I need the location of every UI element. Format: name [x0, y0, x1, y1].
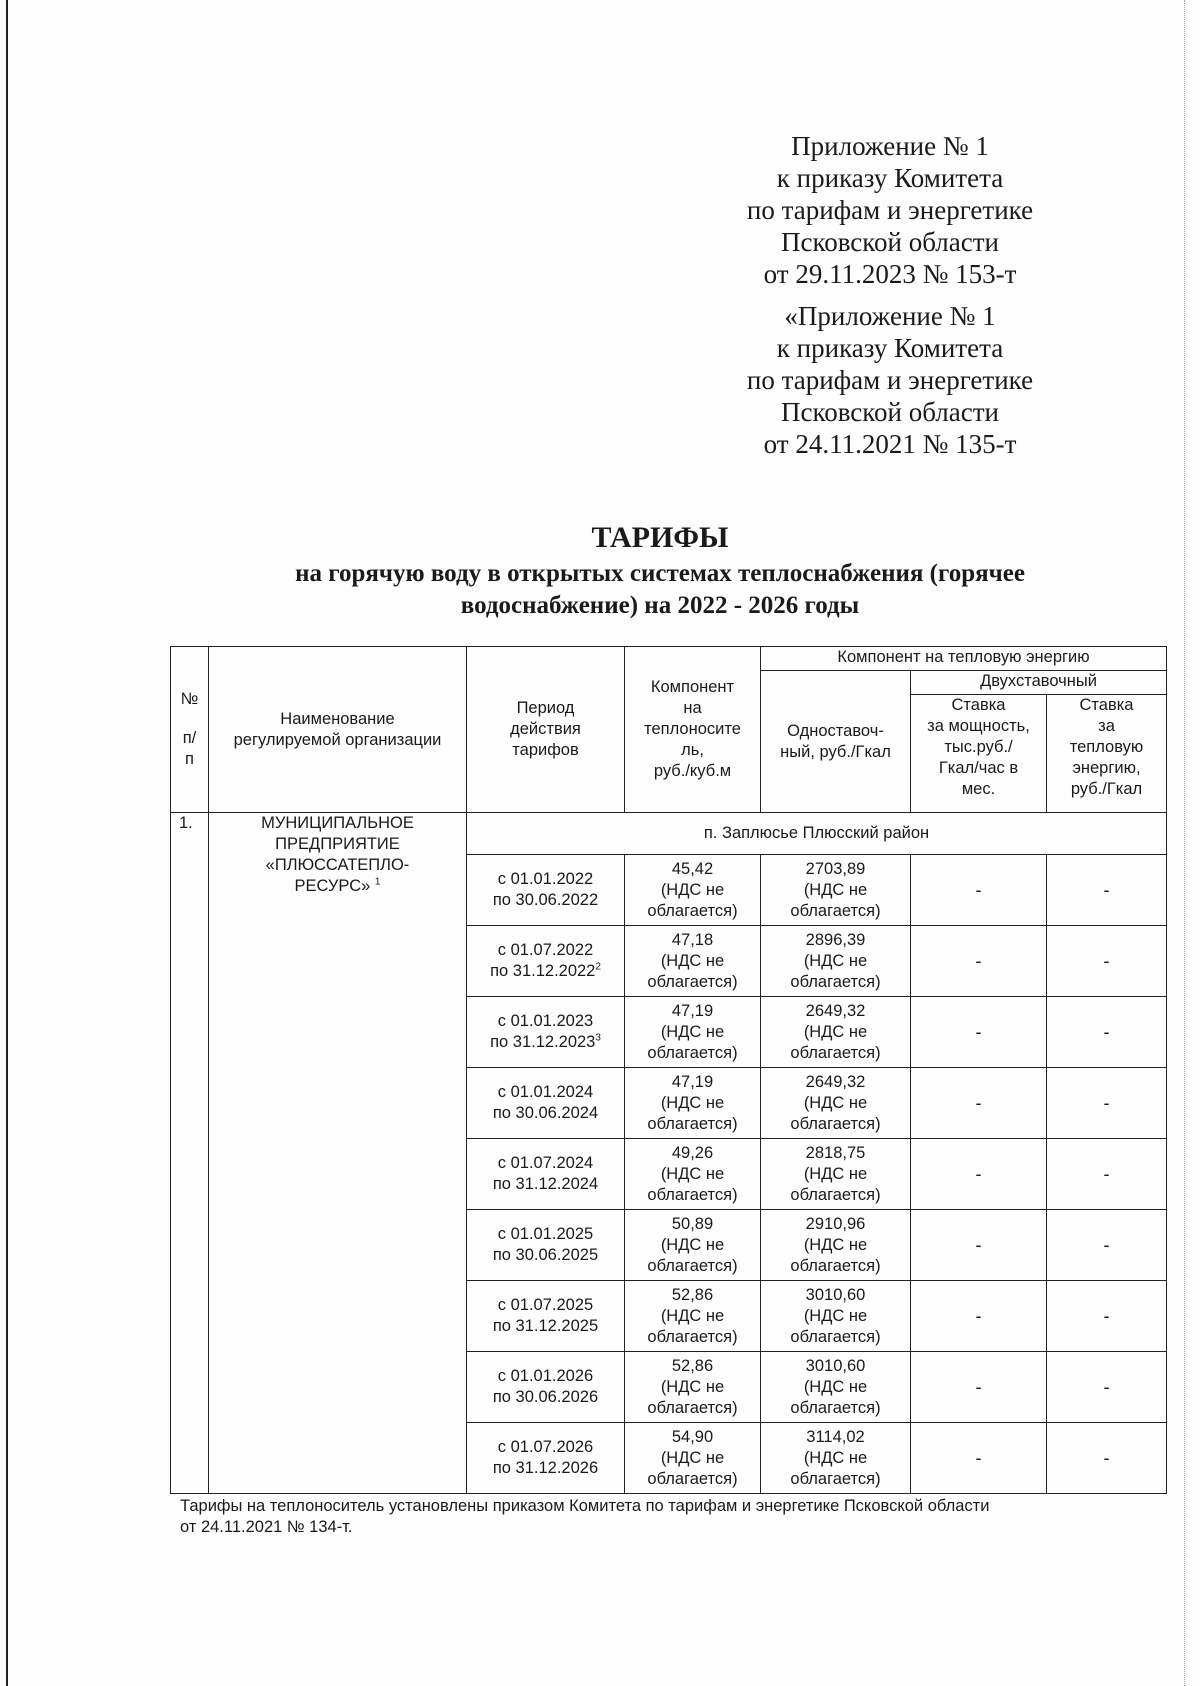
carrier-value: 47,19 [671, 1001, 714, 1020]
capacity-rate-cell: - [911, 1423, 1047, 1494]
single-rate-value: 2649,32 [805, 1001, 866, 1020]
vat-note: (НДС не [803, 951, 868, 970]
period-to-text: по 30.06.2022 [492, 891, 599, 909]
org-line: «ПЛЮССАТЕПЛО- [265, 856, 410, 874]
capacity-rate-cell: - [911, 997, 1047, 1068]
single-rate-value: 3010,60 [805, 1356, 866, 1375]
carrier-cell [625, 997, 761, 1068]
organization-name [209, 813, 467, 1494]
header-text: действия [510, 720, 581, 738]
period-from: с 01.07.2022 [497, 941, 594, 959]
header-period [467, 647, 625, 813]
approval-block-previous [700, 300, 1080, 460]
tariffs-table [170, 646, 1167, 1494]
approval-line: Приложение № 1 [791, 131, 989, 161]
energy-rate-cell: - [1047, 1423, 1167, 1494]
vat-note: облагается) [647, 1185, 738, 1204]
vat-note: облагается) [790, 1114, 881, 1133]
vat-note: (НДС не [660, 1306, 725, 1325]
approval-line: по тарифам и энергетике [746, 195, 1034, 225]
header-text: Компонент [650, 678, 735, 696]
vat-note: облагается) [790, 1398, 881, 1417]
period-cell [467, 1423, 625, 1494]
capacity-rate-cell: - [911, 1068, 1047, 1139]
period-to-text: по 30.06.2026 [492, 1388, 599, 1406]
period-from: с 01.01.2022 [497, 870, 594, 888]
single-rate-cell [761, 1423, 911, 1494]
footnote-mark: 1 [374, 876, 381, 888]
carrier-cell [625, 926, 761, 997]
vat-note: облагается) [647, 1398, 738, 1417]
vat-note: облагается) [647, 1327, 738, 1346]
vat-note: (НДС не [803, 880, 868, 899]
carrier-cell [625, 1139, 761, 1210]
approval-line: от 29.11.2023 № 153-т [763, 259, 1017, 289]
period-cell [467, 1210, 625, 1281]
single-rate-cell [761, 1281, 911, 1352]
period-to [469, 1387, 622, 1408]
vat-note: облагается) [647, 1469, 738, 1488]
carrier-value: 47,19 [671, 1072, 714, 1091]
single-rate-cell [761, 1210, 911, 1281]
locality-row: п. Заплюсье Плюсский район [467, 813, 1167, 855]
period-to [469, 1103, 622, 1124]
header-text: ль, [681, 741, 704, 759]
period-from: с 01.07.2026 [497, 1438, 594, 1456]
header-text: Ставка [1079, 696, 1134, 714]
capacity-rate-cell: - [911, 1352, 1047, 1423]
period-from: с 01.01.2025 [497, 1225, 594, 1243]
header-text: № [180, 690, 199, 708]
period-cell [467, 1281, 625, 1352]
header-text: энергию, [1072, 759, 1141, 777]
single-rate-value: 2649,32 [805, 1072, 866, 1091]
vat-note: облагается) [790, 1256, 881, 1275]
single-rate-cell [761, 926, 911, 997]
vat-note: облагается) [790, 1043, 881, 1062]
vat-note: облагается) [647, 901, 738, 920]
period-to-text: по 31.12.2025 [492, 1317, 599, 1335]
period-to [469, 1032, 622, 1053]
carrier-value: 49,26 [671, 1143, 714, 1162]
header-text: руб./Гкал [1070, 780, 1143, 798]
period-to-text: по 31.12.2022 [490, 962, 596, 980]
vat-note: облагается) [647, 972, 738, 991]
header-text: п/ [182, 729, 197, 747]
header-text: на [683, 699, 702, 717]
footnote-line: от 24.11.2021 № 134-т. [180, 1518, 353, 1536]
carrier-value: 50,89 [671, 1214, 714, 1233]
single-rate-value: 3010,60 [805, 1285, 866, 1304]
carrier-cell [625, 1423, 761, 1494]
header-two-part: Двухставочный [911, 671, 1167, 695]
vat-note: облагается) [790, 972, 881, 991]
vat-note: (НДС не [660, 1377, 725, 1396]
vat-note: облагается) [790, 1327, 881, 1346]
period-to-text: по 30.06.2024 [492, 1104, 599, 1122]
header-text: регулируемой организации [233, 730, 442, 749]
energy-rate-cell: - [1047, 1352, 1167, 1423]
period-cell [467, 1352, 625, 1423]
capacity-rate-cell: - [911, 855, 1047, 926]
vat-note: (НДС не [660, 1235, 725, 1254]
document-subtitle-line: водоснабжение) на 2022 - 2026 годы [460, 592, 860, 619]
single-rate-value: 2896,39 [805, 930, 866, 949]
single-rate-cell [761, 1139, 911, 1210]
period-from: с 01.07.2024 [497, 1154, 594, 1172]
vat-note: (НДС не [803, 1306, 868, 1325]
energy-rate-cell: - [1047, 1210, 1167, 1281]
period-to [469, 1316, 622, 1337]
document-title: ТАРИФЫ [591, 521, 729, 554]
vat-note: (НДС не [803, 1164, 868, 1183]
carrier-cell [625, 855, 761, 926]
carrier-cell [625, 1281, 761, 1352]
period-from: с 01.07.2025 [497, 1296, 594, 1314]
vat-note: (НДС не [660, 951, 725, 970]
header-text: за [1098, 717, 1115, 735]
approval-line: по тарифам и энергетике [746, 365, 1034, 395]
approval-line: Псковской области [780, 397, 999, 427]
period-cell [467, 855, 625, 926]
period-to-text: по 31.12.2024 [492, 1175, 599, 1193]
approval-block-current [700, 130, 1080, 290]
footnote-mark: 2 [595, 961, 601, 973]
approval-line: «Приложение № 1 [784, 301, 996, 331]
header-text: ный, руб./Гкал [780, 742, 891, 761]
carrier-cell [625, 1068, 761, 1139]
energy-rate-cell: - [1047, 1281, 1167, 1352]
period-to-text: по 31.12.2026 [492, 1459, 599, 1477]
header-text: тыс.руб./ [944, 738, 1013, 756]
header-text: Одноставоч- [787, 721, 884, 740]
period-to [469, 890, 622, 911]
vat-note: облагается) [790, 1185, 881, 1204]
header-text: за мощность, [927, 717, 1030, 735]
vat-note: (НДС не [803, 1235, 868, 1254]
carrier-value: 47,18 [671, 930, 714, 949]
single-rate-cell [761, 997, 911, 1068]
period-to-text: по 30.06.2025 [492, 1246, 599, 1264]
header-heat-carrier [625, 647, 761, 813]
carrier-cell [625, 1352, 761, 1423]
header-text: руб./куб.м [653, 762, 732, 780]
capacity-rate-cell: - [911, 926, 1047, 997]
row-number: 1. [171, 813, 209, 1494]
energy-rate-cell: - [1047, 1068, 1167, 1139]
document-heading [160, 518, 1160, 622]
vat-note: (НДС не [660, 1093, 725, 1112]
single-rate-cell [761, 1068, 911, 1139]
single-rate-value: 2910,96 [805, 1214, 866, 1233]
capacity-rate-cell: - [911, 1281, 1047, 1352]
header-energy-rate [1047, 695, 1167, 813]
period-from: с 01.01.2023 [497, 1012, 594, 1030]
period-to [469, 1245, 622, 1266]
org-line: МУНИЦИПАЛЬНОЕ [261, 814, 414, 832]
period-cell [467, 926, 625, 997]
header-text: п [185, 750, 194, 768]
header-text: теплоносите [644, 720, 741, 738]
carrier-value: 54,90 [671, 1427, 714, 1446]
single-rate-value: 2818,75 [805, 1143, 866, 1162]
vat-note: (НДС не [803, 1377, 868, 1396]
carrier-value: 45,42 [671, 859, 714, 878]
single-rate-cell [761, 855, 911, 926]
vat-note: (НДС не [660, 1164, 725, 1183]
capacity-rate-cell: - [911, 1139, 1047, 1210]
energy-rate-cell: - [1047, 855, 1167, 926]
vat-note: (НДС не [803, 1022, 868, 1041]
single-rate-value: 2703,89 [805, 859, 866, 878]
footnote-line: Тарифы на теплоноситель установлены приказом Комитета по тарифам и энергетике Псковской области [180, 1497, 990, 1515]
period-cell [467, 1068, 625, 1139]
period-from: с 01.01.2024 [497, 1083, 594, 1101]
header-text: тарифов [512, 741, 579, 759]
period-to [469, 961, 622, 982]
carrier-value: 52,86 [671, 1356, 714, 1375]
period-to [469, 1458, 622, 1479]
energy-rate-cell: - [1047, 1139, 1167, 1210]
capacity-rate-cell: - [911, 1210, 1047, 1281]
vat-note: облагается) [647, 1043, 738, 1062]
vat-note: (НДС не [660, 1022, 725, 1041]
header-text: Период [516, 699, 575, 717]
header-text: мес. [961, 780, 996, 798]
org-line: ПРЕДПРИЯТИЕ [275, 835, 400, 853]
energy-rate-cell: - [1047, 926, 1167, 997]
header-heat-energy-group: Компонент на тепловую энергию [761, 647, 1167, 671]
scan-edge-line [6, 0, 8, 1686]
vat-note: облагается) [790, 1469, 881, 1488]
header-text: тепловую [1069, 738, 1144, 756]
vat-note: облагается) [790, 901, 881, 920]
vat-note: (НДС не [803, 1448, 868, 1467]
vat-note: (НДС не [803, 1093, 868, 1112]
vat-note: облагается) [647, 1114, 738, 1133]
vat-note: (НДС не [660, 880, 725, 899]
header-number [171, 647, 209, 813]
period-cell [467, 1139, 625, 1210]
header-organization [209, 647, 467, 813]
org-line-text: РЕСУРС» [294, 877, 371, 895]
period-from: с 01.01.2026 [497, 1367, 594, 1385]
period-to-text: по 31.12.2023 [490, 1033, 596, 1051]
header-capacity-rate [911, 695, 1047, 813]
vat-note: (НДС не [660, 1448, 725, 1467]
single-rate-cell [761, 1352, 911, 1423]
approval-line: Псковской области [780, 227, 999, 257]
approval-line: от 24.11.2021 № 135-т [763, 429, 1017, 459]
period-cell [467, 997, 625, 1068]
header-text: Наименование [280, 709, 395, 728]
carrier-cell [625, 1210, 761, 1281]
footnote [180, 1496, 1120, 1538]
scan-edge-dots [1184, 0, 1186, 1686]
footnote-mark: 3 [595, 1032, 601, 1044]
header-text: Гкал/час в [938, 759, 1019, 777]
energy-rate-cell: - [1047, 997, 1167, 1068]
approval-line: к приказу Комитета [776, 163, 1004, 193]
period-to [469, 1174, 622, 1195]
vat-note: облагается) [647, 1256, 738, 1275]
header-single-rate [761, 671, 911, 813]
single-rate-value: 3114,02 [806, 1427, 865, 1446]
document-subtitle-line: на горячую воду в открытых системах теплоснабжения (горячее [295, 560, 1025, 587]
approval-line: к приказу Комитета [776, 333, 1004, 363]
carrier-value: 52,86 [671, 1285, 714, 1304]
org-line [211, 876, 464, 897]
header-text: Ставка [951, 696, 1006, 714]
